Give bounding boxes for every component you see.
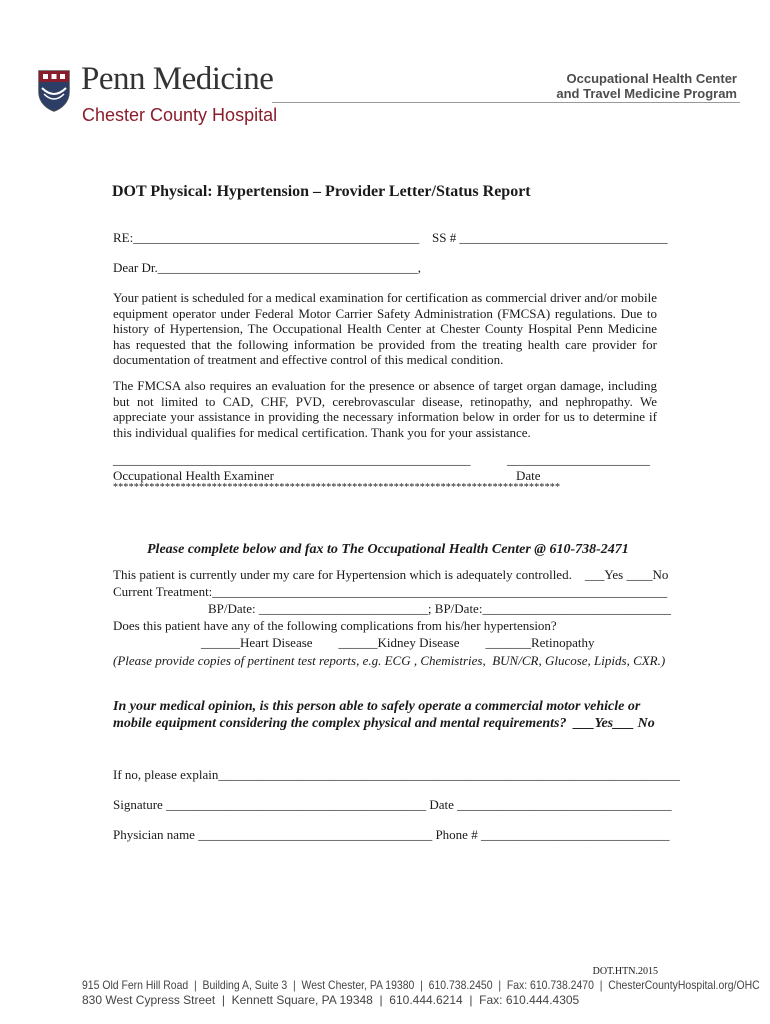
date-label: Date bbox=[516, 468, 541, 483]
complications-question: Does this patient have any of the following complications from his/her hypertension? bbox=[113, 618, 557, 633]
ss-field[interactable]: SS # ________________________________ bbox=[432, 230, 668, 245]
dear-doctor-field[interactable]: Dear Dr.________________________________________, bbox=[113, 260, 422, 275]
fax-instruction: Please complete below and fax to The Occupational Health Center @ 610-738-2471 bbox=[147, 542, 629, 557]
brand-subtitle: Chester County Hospital bbox=[82, 105, 278, 125]
department-line-2: and Travel Medicine Program bbox=[556, 86, 737, 101]
fmcsa-paragraph: The FMCSA also requires an evaluation for the presence or absence of target organ damage, including but not limited to CAD, CHF, PVD, cerebrovascular disease, retinopathy, and nephropathy. We appreciate your assistance in providing the necessary information below in order for us to determine if this individual qualifies for medical certification. Thank you for your assistance. bbox=[113, 378, 657, 440]
signature-date-field[interactable]: Signature ________________________________________ Date _________________________________ bbox=[113, 797, 672, 812]
asterisk-divider: ************************************************************************************** bbox=[113, 482, 561, 493]
examiner-date-field[interactable]: ______________________ bbox=[507, 452, 650, 467]
footer-address-1: 915 Old Fern Hill Road | Building A, Suite 3 | West Chester, PA 19380 | 610.738.2450 | Fax: 610.738.2470 | ChesterCountyHospital.org/OHC bbox=[82, 978, 760, 992]
footer-address-2: 830 West Cypress Street | Kennett Square, PA 19348 | 610.444.6214 | Fax: 610.444.4305 bbox=[82, 993, 580, 1007]
current-treatment-field[interactable]: Current Treatment:______________________________________________________________________ bbox=[113, 584, 668, 599]
explain-field[interactable]: If no, please explain_______________________________________________________________________ bbox=[113, 767, 680, 782]
intro-paragraph: Your patient is scheduled for a medical examination for certification as commercial driver and/or mobile equipment operator under Federal Motor Carrier Safety Administration (FMCSA) regulations. Due to history of Hypertension, The Occupational Health Center at Chester County Hospital Penn Medicine has requested that the following information be provided from the treating health care provider for documentation of treatment and effective control of this medical condition. bbox=[113, 290, 657, 367]
opinion-question-line-1: In your medical opinion, is this person able to safely operate a commercial motor vehicle or bbox=[113, 699, 641, 714]
brand-name: Penn Medicine bbox=[81, 61, 274, 97]
examiner-label: Occupational Health Examiner bbox=[113, 468, 274, 483]
re-field[interactable]: RE:____________________________________________ bbox=[113, 230, 420, 245]
physician-phone-field[interactable]: Physician name ____________________________________ Phone # _____________________________ bbox=[113, 827, 670, 842]
examiner-signature-field[interactable]: _______________________________________________________ bbox=[113, 452, 471, 467]
header-divider bbox=[272, 102, 740, 103]
bp-date-field[interactable]: BP/Date: __________________________; BP/Date:_____________________________ bbox=[208, 601, 671, 616]
copies-note: (Please provide copies of pertinent test reports, e.g. ECG , Chemistries, BUN/CR, Glucose, Lipids, CXR.) bbox=[113, 653, 666, 668]
department-line-1: Occupational Health Center bbox=[566, 71, 737, 86]
opinion-question-line-2[interactable]: mobile equipment considering the complex physical and mental requirements? ___Yes___ No bbox=[113, 716, 655, 731]
penn-shield-logo-icon bbox=[38, 70, 70, 112]
care-statement-field[interactable]: This patient is currently under my care for Hypertension which is adequately controlled. ___Yes ____No bbox=[113, 567, 669, 582]
page-title: DOT Physical: Hypertension – Provider Letter/Status Report bbox=[112, 183, 531, 200]
document-code: DOT.HTN.2015 bbox=[592, 966, 658, 977]
complications-options[interactable]: ______Heart Disease ______Kidney Disease _______Retinopathy bbox=[201, 635, 595, 650]
